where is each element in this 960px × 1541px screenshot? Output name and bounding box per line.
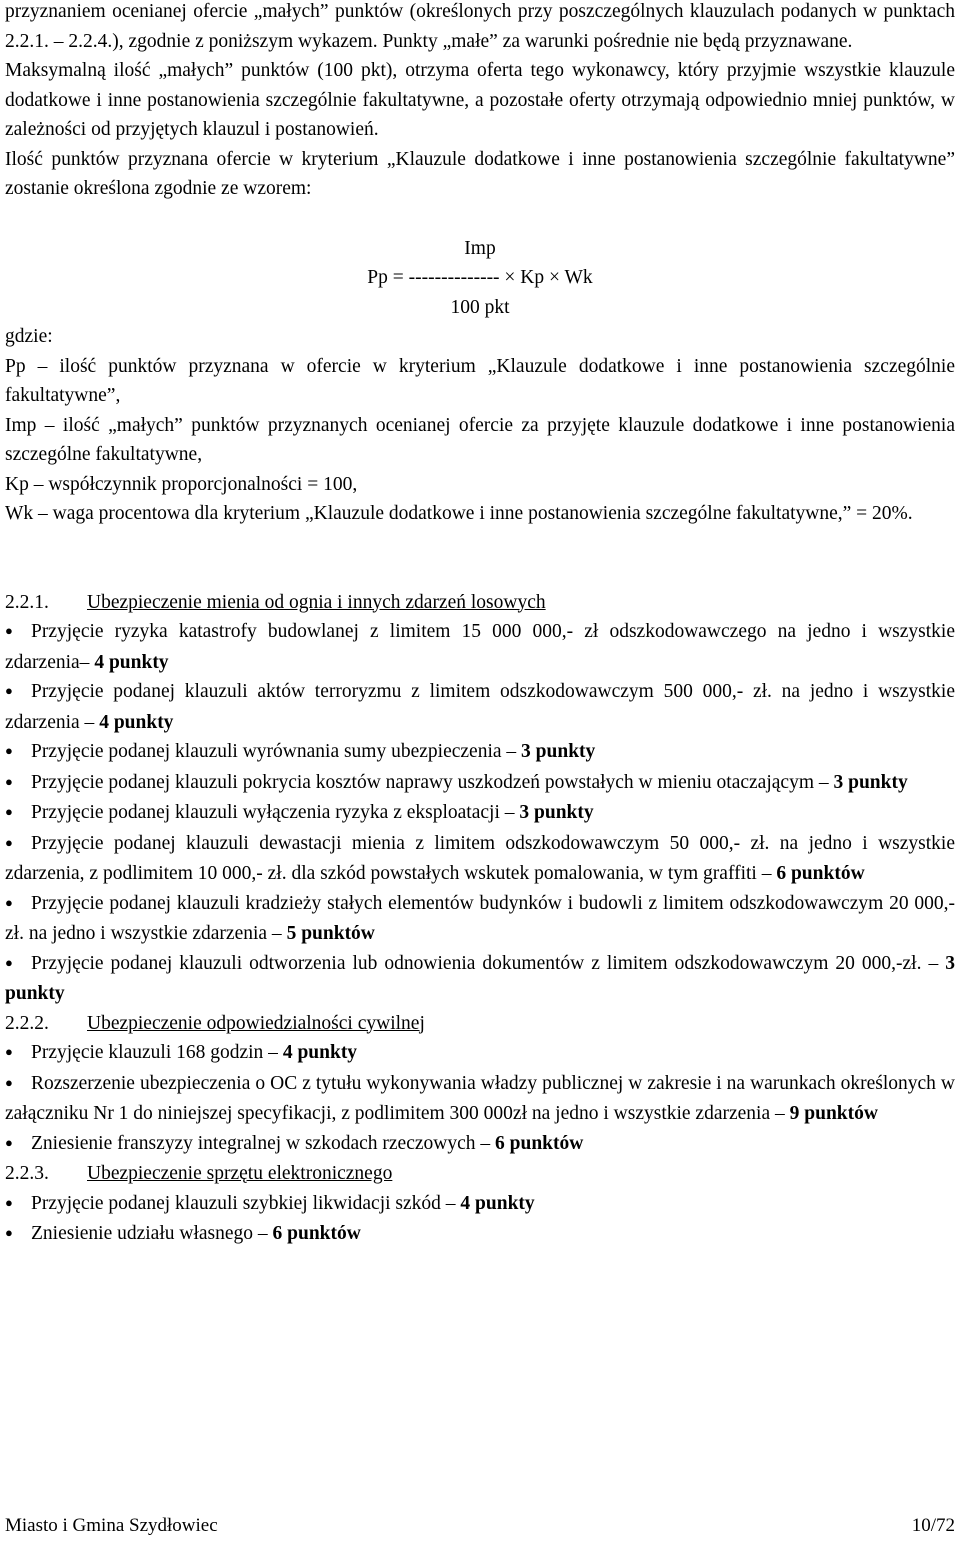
section-title: Ubezpieczenie mienia od ognia i innych zdarzeń losowych <box>87 591 546 613</box>
intro-paragraph: Maksymalną ilość „małych” punktów (100 pkt), otrzyma oferta tego wykonawcy, który przyjmie wszystkie klauzule dodatkowe i inne postanowienia szczególnie fakultatywne, a pozostałe oferty otrzymają odpowiednio mniej punktów, w zależności od przyjętych klauzul i postanowień. <box>5 60 955 140</box>
section-items <box>5 617 955 1009</box>
item-points: 3 punkty <box>521 741 596 762</box>
item-points: 3 punkty <box>833 771 908 793</box>
section-items <box>5 1038 955 1159</box>
definition-imp: Imp – ilość „małych” punktów przyznanych ocenianej ofercie za przyjęte klauzule dodatkowe i inne postanowienia szczególne fakultatywne, <box>5 414 955 465</box>
item-text: Przyjęcie podanej klauzuli wyrównania sumy ubezpieczenia – <box>31 741 522 762</box>
bullet-icon <box>5 737 31 768</box>
document-page <box>5 0 955 1250</box>
bullet-icon <box>5 798 31 829</box>
list-item <box>5 1038 955 1069</box>
bullet-icon <box>5 617 31 648</box>
bullet-icon <box>5 1189 31 1220</box>
item-text: Przyjęcie ryzyka katastrofy budowlanej z limitem 15 000 000,- zł odszkodowawczego na jedno i wszystkie zdarzenia– <box>5 621 955 673</box>
item-text: Przyjęcie klauzuli 168 godzin – <box>31 1042 283 1063</box>
footer-organization: Miasto i Gmina Szydłowiec <box>5 1515 218 1536</box>
section-heading <box>5 1159 955 1189</box>
bullet-icon <box>5 1219 31 1250</box>
bullet-icon <box>5 1069 31 1100</box>
formula-denominator: 100 pkt <box>450 296 510 318</box>
list-item <box>5 1189 955 1220</box>
section-heading <box>5 588 955 618</box>
item-points: 4 punkty <box>99 711 174 733</box>
intro-paragraph: Ilość punktów przyznana ofercie w kryterium „Klauzule dodatkowe i inne postanowienia szczególnie fakultatywne” zostanie określona zgodnie ze wzorem: <box>5 148 955 199</box>
item-text: Zniesienie udziału własnego – <box>31 1223 273 1244</box>
section-number: 2.2.2. <box>5 1012 49 1034</box>
bullet-icon <box>5 1038 31 1069</box>
item-text: Przyjęcie podanej klauzuli dewastacji mienia z limitem odszkodowawczym 50 000,- zł. na jedno i wszystkie zdarzenia, z podlimitem 10 000,- zł. dla szkód powstałych wskutek pomalowania, w tym graffiti – <box>5 832 955 884</box>
item-text: Przyjęcie podanej klauzuli aktów terroryzmu z limitem odszkodowawczym 500 000,- zł. na jedno i wszystkie zdarzenia – <box>5 681 955 733</box>
item-text: Przyjęcie podanej klauzuli kradzieży stałych elementów budynków i budowli z limitem odszkodowawczym 20 000,- zł. na jedno i wszystkie zdarzenia – <box>5 892 955 944</box>
points-formula <box>5 234 955 323</box>
definition-wk: Wk – waga procentowa dla kryterium „Klauzule dodatkowe i inne postanowienia szczególne fakultatywne,” = 20%. <box>5 503 913 524</box>
list-item <box>5 949 955 1009</box>
section-number: 2.2.1. <box>5 591 49 613</box>
list-item <box>5 1069 955 1129</box>
item-points: 5 punktów <box>286 923 375 944</box>
item-text: Przyjęcie podanej klauzuli pokrycia kosztów naprawy uszkodzeń powstałych w mieniu otaczającym – <box>31 771 834 793</box>
formula-numerator: Imp <box>464 237 496 259</box>
item-points: 3 punkty <box>5 952 955 1004</box>
bullet-icon <box>5 1129 31 1160</box>
item-text: Rozszerzenie ubezpieczenia o OC z tytułu wykonywania władzy publicznej w zakresie i na warunkach określonych w załączniku Nr 1 do niniejszej specyfikacji, z podlimitem 300 000zł na jedno i wszystkie zdarzenia – <box>5 1072 955 1124</box>
spacer <box>5 204 955 234</box>
item-points: 3 punkty <box>519 802 594 823</box>
section-title: Ubezpieczenie odpowiedzialności cywilnej <box>87 1012 425 1034</box>
item-points: 4 punkty <box>460 1192 535 1214</box>
list-item <box>5 798 955 829</box>
bullet-icon <box>5 768 31 799</box>
section-number: 2.2.3. <box>5 1163 49 1184</box>
section-items <box>5 1189 955 1250</box>
definition-pp: Pp – ilość punktów przyznana w ofercie w kryterium „Klauzule dodatkowe i inne postanowienia szczególnie fakultatywne”, <box>5 355 955 406</box>
where-label: gdzie: <box>5 326 53 347</box>
section-heading <box>5 1009 955 1039</box>
page-footer <box>5 1514 955 1538</box>
spacer <box>5 529 955 588</box>
page-number: 10/72 <box>911 1515 955 1536</box>
item-points: 6 punktów <box>495 1132 584 1154</box>
item-points: 6 punktów <box>272 1223 361 1244</box>
list-item <box>5 617 955 677</box>
list-item <box>5 768 955 799</box>
bullet-icon <box>5 889 31 920</box>
item-text: Przyjęcie podanej klauzuli szybkiej likwidacji szkód – <box>31 1192 461 1214</box>
list-item <box>5 737 955 768</box>
bullet-icon <box>5 829 31 860</box>
bullet-icon <box>5 949 31 980</box>
section-title: Ubezpieczenie sprzętu elektronicznego <box>87 1163 393 1184</box>
bullet-icon <box>5 677 31 708</box>
item-points: 4 punkty <box>282 1042 358 1063</box>
intro-paragraph: przyznaniem ocenianej ofercie „małych” punktów (określonych przy poszczególnych klauzulach podanych w punktach 2.2.1. – 2.2.4.), zgodnie z poniższym wykazem. Punkty „małe” za warunki pośrednie nie będą przyznawane. <box>5 1 955 52</box>
list-item <box>5 889 955 949</box>
definition-kp: Kp – współczynnik proporcjonalności = 100, <box>5 473 358 495</box>
item-text: Zniesienie franszyzy integralnej w szkodach rzeczowych – <box>31 1132 496 1154</box>
item-points: 4 punkty <box>94 651 169 673</box>
item-text: Przyjęcie podanej klauzuli wyłączenia ryzyka z eksploatacji – <box>31 802 520 823</box>
list-item <box>5 677 955 737</box>
item-text: Przyjęcie podanej klauzuli odtworzenia lub odnowienia dokumentów z limitem odszkodowawczym 20 000,-zł. – <box>31 952 946 974</box>
list-item <box>5 1219 955 1250</box>
list-item <box>5 1129 955 1160</box>
list-item <box>5 829 955 889</box>
item-points: 9 punktów <box>789 1103 878 1124</box>
formula-main: Pp = -------------- × Kp × Wk <box>367 267 593 288</box>
item-points: 6 punktów <box>776 863 865 884</box>
